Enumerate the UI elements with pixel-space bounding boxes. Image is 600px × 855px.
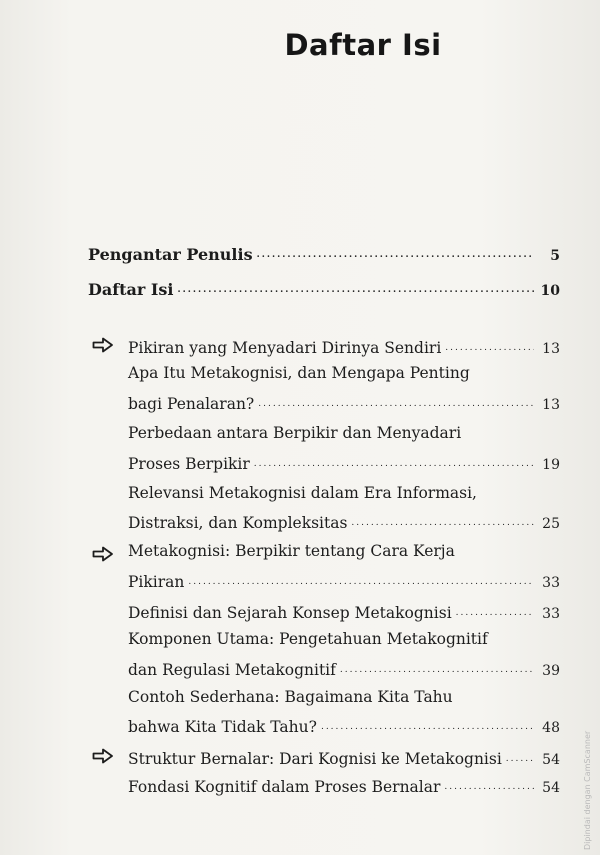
toc-entry-pengantar: [88, 240, 560, 264]
toc-chapter-1: [128, 333, 560, 357]
toc-entry-label: Pengantar Penulis: [88, 245, 253, 264]
toc-chapter-title: Struktur Bernalar: Dari Kognisi ke Metakognisi: [128, 750, 502, 768]
toc-subsection-title: bagi Penalaran?: [128, 395, 255, 413]
toc-chapter-title-line: Metakognisi: Berpikir tentang Cara Kerja: [128, 542, 455, 560]
toc-chapter-2: [128, 567, 560, 591]
leader-dots: [258, 400, 534, 409]
toc-subsection-title-line: Relevansi Metakognisi dalam Era Informasi,: [128, 484, 477, 502]
toc-subsection-2-2: [128, 655, 560, 679]
toc-chapter-title: Pikiran yang Menyadari Dirinya Sendiri: [128, 339, 442, 357]
toc-page-number: 54: [542, 780, 560, 796]
toc-page-number: 39: [542, 663, 560, 679]
toc-page-number: 25: [542, 516, 560, 532]
toc-subsection-2-1: [128, 598, 560, 622]
toc-subsection-title-line: Contoh Sederhana: Bagaimana Kita Tahu: [128, 688, 453, 706]
toc-page-number: 33: [542, 575, 560, 591]
toc-subsection-title-line: Komponen Utama: Pengetahuan Metakognitif: [128, 630, 488, 648]
toc-page-number: 48: [542, 720, 560, 736]
toc-subsection-1-1: [128, 389, 560, 413]
toc-subsection-title-line: Apa Itu Metakognisi, dan Mengapa Penting: [128, 364, 470, 382]
leader-dots: [351, 519, 534, 528]
toc-subsection-3-1: [128, 772, 560, 796]
leader-dots: [445, 344, 534, 353]
toc-chapter-title: Pikiran: [128, 573, 185, 591]
toc-chapter-3: [128, 744, 560, 768]
toc-subsection-title: Distraksi, dan Kompleksitas: [128, 514, 348, 532]
scanner-watermark: Dipindai dengan CamScanner: [583, 730, 592, 850]
toc-subsection-title: Proses Berpikir: [128, 455, 250, 473]
arrow-right-outline-icon: [92, 337, 114, 353]
toc-subsection-title: dan Regulasi Metakognitif: [128, 661, 336, 679]
toc-page-number: 54: [542, 752, 560, 768]
toc-subsection-title-line: Perbedaan antara Berpikir dan Menyadari: [128, 424, 462, 442]
leader-dots: [506, 755, 534, 764]
toc-page-number: 19: [542, 457, 560, 473]
toc-subsection-1-2: [128, 449, 560, 473]
toc-page-number: 5: [550, 248, 560, 264]
toc-subsection-title: Definisi dan Sejarah Konsep Metakognisi: [128, 604, 452, 622]
leader-dots: [188, 578, 534, 587]
toc-page-number: 10: [540, 283, 560, 299]
toc-page-number: 13: [542, 341, 560, 357]
toc-subsection-title: Fondasi Kognitif dalam Proses Bernalar: [128, 778, 441, 796]
toc-subsection-2-3: [128, 712, 560, 736]
leader-dots: [177, 286, 534, 295]
toc-subsection-title: bahwa Kita Tidak Tahu?: [128, 718, 317, 736]
page-title: Daftar Isi: [284, 28, 442, 62]
toc-subsection-1-3: [128, 508, 560, 532]
leader-dots: [340, 666, 534, 675]
toc-entry-daftar-isi: [88, 275, 560, 299]
toc-page-number: 13: [542, 397, 560, 413]
arrow-right-outline-icon: [92, 748, 114, 764]
leader-dots: [456, 609, 534, 618]
leader-dots: [444, 783, 534, 792]
arrow-right-outline-icon: [92, 546, 114, 562]
toc-page-number: 33: [542, 606, 560, 622]
leader-dots: [321, 723, 534, 732]
leader-dots: [257, 251, 534, 260]
toc-entry-label: Daftar Isi: [88, 280, 174, 299]
leader-dots: [254, 460, 534, 469]
